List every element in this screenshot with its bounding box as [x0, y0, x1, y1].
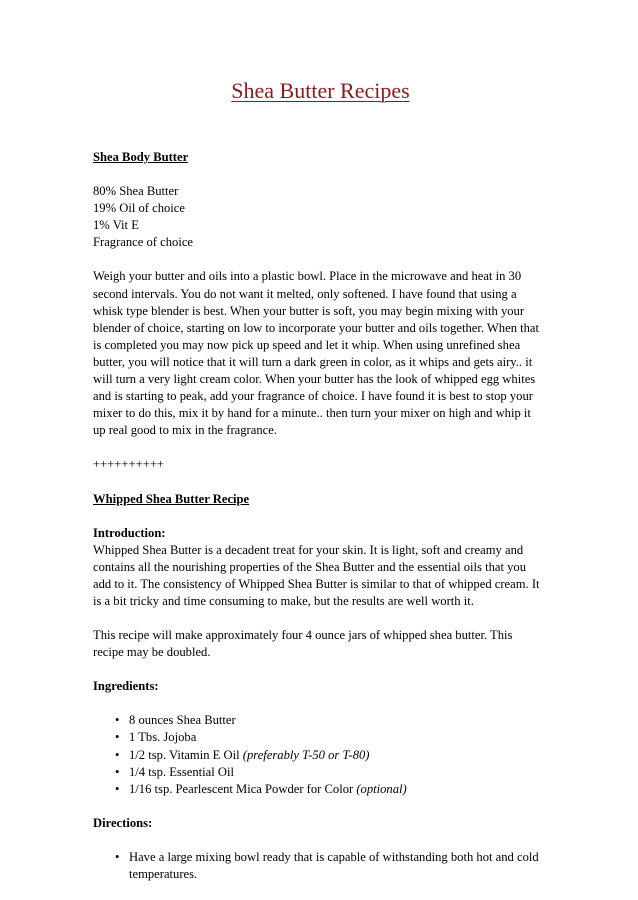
paragraph-line: up real good to mix in the fragrance.	[93, 423, 277, 438]
bullet-icon: •	[115, 713, 120, 728]
paragraph-line: Weigh your butter and oils into a plastic bowl. Place in the microwave and heat in 30	[93, 269, 522, 284]
paragraph-line: Whipped Shea Butter is a decadent treat for your skin. It is light, soft and creamy and	[93, 542, 524, 557]
introduction-label: Introduction:	[93, 525, 166, 540]
paragraph-line: add to it. The consistency of Whipped Shea Butter is similar to that of whipped cream. It	[93, 576, 540, 591]
page-title: Shea Butter Recipes	[231, 78, 410, 103]
paragraph-line: and is starting to peak, add your fragrance of choice. I have found it is best to stop your	[93, 389, 533, 404]
section-heading-body-butter: Shea Body Butter	[93, 150, 189, 164]
paragraph-line: This recipe will make approximately four 4 ounce jars of whipped shea butter. This	[93, 628, 513, 643]
directions-list	[93, 849, 548, 883]
list-item	[93, 712, 548, 729]
bullet-icon: •	[115, 781, 120, 796]
ingredient-text: 1 Tbs. Jojoba	[129, 730, 197, 745]
ingredient-line: 1% Vit E	[93, 218, 139, 233]
body-butter-ingredients	[93, 183, 548, 251]
paragraph-line: mixer to do this, mix it by hand for a minute.. then turn your mixer on high and whip it	[93, 406, 531, 421]
list-item	[93, 747, 548, 764]
ingredient-note: (optional)	[356, 781, 407, 796]
yield-paragraph	[93, 627, 548, 661]
ingredient-text: 1/4 tsp. Essential Oil	[129, 764, 234, 779]
body-butter-instructions	[93, 268, 548, 439]
ingredient-text: 1/16 tsp. Pearlescent Mica Powder for Color	[129, 781, 357, 796]
paragraph-line: second intervals. You do not want it melted, only softened. I have found that using a	[93, 286, 517, 301]
paragraph-line: contains all the nourishing properties of the Shea Butter and the essential oils that you	[93, 559, 526, 574]
ingredient-line: 80% Shea Butter	[93, 184, 179, 199]
section-heading-whipped: Whipped Shea Butter Recipe	[93, 491, 250, 506]
bullet-icon: •	[115, 764, 120, 779]
ingredient-line: 19% Oil of choice	[93, 201, 185, 216]
list-item	[93, 849, 548, 883]
introduction-paragraph	[93, 542, 548, 610]
bullet-icon: •	[115, 730, 120, 745]
ingredient-note: (preferably T-50 or T-80)	[242, 747, 370, 762]
list-item	[93, 781, 548, 798]
paragraph-line: blender of choice, starting on low to incorporate your butter and oils together. When that	[93, 320, 540, 335]
paragraph-line: recipe may be doubled.	[93, 645, 211, 660]
ingredient-text: 1/2 tsp. Vitamin E Oil	[129, 747, 243, 762]
ingredient-text: 8 ounces Shea Butter	[129, 713, 236, 728]
paragraph-line: whisk type blender is best. When your butter is soft, you may begin mixing with your	[93, 303, 525, 318]
bullet-icon: •	[115, 849, 120, 864]
direction-line: Have a large mixing bowl ready that is capable of withstanding both hot and cold	[129, 849, 539, 864]
separator-line: ++++++++++	[93, 457, 165, 472]
paragraph-line: is a bit tricky and time consuming to make, but the results are well worth it.	[93, 593, 474, 608]
list-item	[93, 729, 548, 746]
document-page	[93, 78, 548, 900]
ingredient-line: Fragrance of choice	[93, 235, 193, 250]
direction-line: temperatures.	[129, 867, 198, 881]
paragraph-line: will turn a very light cream color. When your butter has the look of whipped egg whites	[93, 372, 536, 387]
ingredients-list	[93, 712, 548, 797]
ingredients-label: Ingredients:	[93, 679, 159, 694]
bullet-icon: •	[115, 747, 120, 762]
paragraph-line: butter, you will notice that it will turn a dark green in color, as it whips and gets airy.. it	[93, 354, 533, 369]
list-item	[93, 764, 548, 781]
directions-label: Directions:	[93, 815, 153, 830]
paragraph-line: is completed you may now pick up speed and let it whip. When using unrefined shea	[93, 337, 521, 352]
